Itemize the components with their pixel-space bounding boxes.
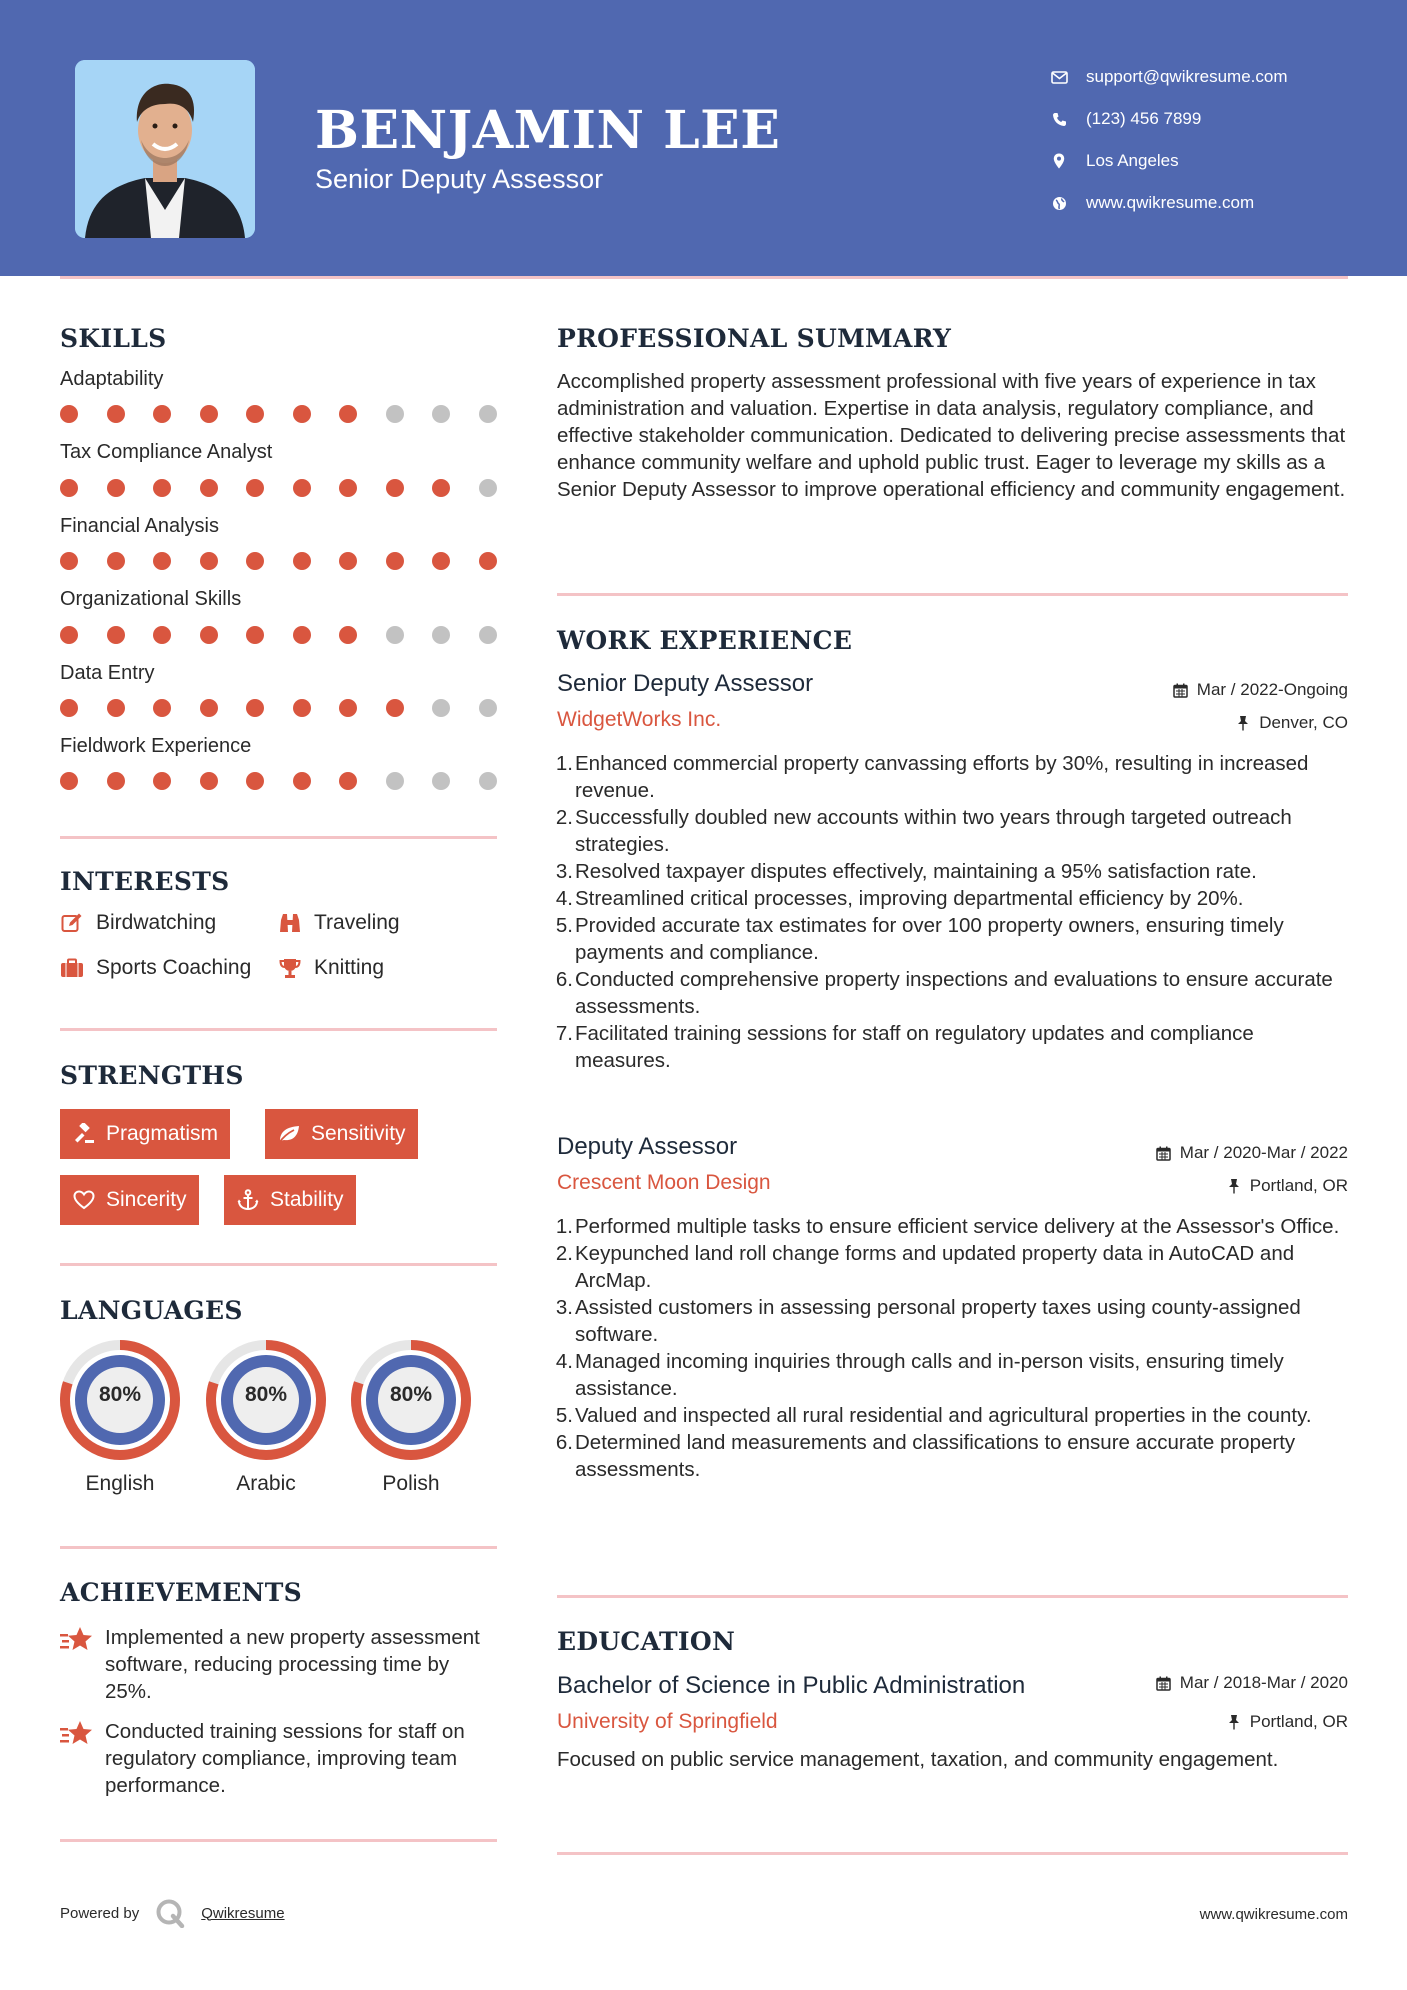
skill-dot-filled [246,552,264,570]
skill-dot-filled [107,772,125,790]
summary-text: Accomplished property assessment professional with five years of experience in tax administration and valuation. Expertise in data analysis, regulatory compliance, and effective stakeholder communication. Dedicated to delivering precise assessments that enhance community welfare and uphold public trust. Eager to leverage my skills as a Senior Deputy Assessor to improve operational efficiency and community engagement. [557,370,1346,501]
strength-label: Sincerity [106,1188,187,1211]
skill-rating [60,772,500,790]
language-percent: 80% [98,1383,142,1406]
skill-dot-filled [107,552,125,570]
skill-dot-filled [200,699,218,717]
interest-label: Birdwatching [96,911,217,934]
map-pin-icon [1050,152,1068,170]
contact-website[interactable] [1050,182,1288,224]
skill-dot-filled [432,552,450,570]
skill-dot-filled [339,479,357,497]
skill-dot-filled [60,479,78,497]
skill-dot-filled [153,699,171,717]
candidate-title: Senior Deputy Assessor [315,164,604,194]
strength-label: Sensitivity [311,1122,406,1145]
skill-name: Fieldwork Experience [60,735,252,757]
skill-dot-empty [479,405,497,423]
skill-dot-filled [200,405,218,423]
skill-dot-filled [246,479,264,497]
skill-dot-filled [200,772,218,790]
skill-dot-filled [386,479,404,497]
language-item [349,1338,473,1496]
job-bullet: 2 . Successfully doubled new accounts within two years through targeted outreach strategies. [557,804,1347,858]
languages-heading: LANGUAGES [60,1296,243,1325]
section-divider [557,1595,1348,1598]
education-heading: EDUCATION [557,1627,736,1656]
language-item [204,1338,328,1496]
skill-dot-empty [479,699,497,717]
degree-title: Bachelor of Science in Public Administration [557,1672,1026,1699]
skill-dot-filled [153,405,171,423]
language-name: Arabic [236,1472,296,1495]
phone-icon [1050,110,1068,128]
skill-dot-filled [153,552,171,570]
achievements-heading: ACHIEVEMENTS [60,1578,302,1607]
header-divider [60,276,1348,279]
section-divider [60,1028,497,1031]
strength-label: Pragmatism [106,1122,219,1145]
skill-dot-filled [107,626,125,644]
skill-dot-empty [432,699,450,717]
language-name: English [85,1472,155,1495]
skill-dot-filled [293,552,311,570]
job-bullet: 1 . Enhanced commercial property canvassing efforts by 30%, resulting in increased revenue. [557,750,1347,804]
section-divider [60,1546,497,1549]
section-divider [557,593,1348,596]
skill-dot-filled [246,626,264,644]
job-bullet: 5 . Valued and inspected all rural residential and agricultural properties in the county. [557,1402,1347,1429]
skills-heading: SKILLS [60,324,167,353]
skill-dot-filled [153,626,171,644]
school-name: University of Springfield [557,1710,778,1733]
skill-dot-filled [386,552,404,570]
skill-dot-filled [153,772,171,790]
skill-dot-filled [339,552,357,570]
job-bullet: 7 . Facilitated training sessions for staff on regulatory updates and compliance measures. [557,1020,1347,1074]
job-title: Senior Deputy Assessor [557,670,814,697]
trophy-icon [278,956,302,980]
job-bullet: 1 . Performed multiple tasks to ensure efficient service delivery at the Assessor's Office. [557,1213,1347,1240]
pushpin-icon [1226,1178,1242,1194]
job-bullet: 5 . Provided accurate tax estimates for over 100 property owners, ensuring timely payments and compliance. [557,912,1347,966]
skill-dot-filled [107,405,125,423]
job-dates [1156,1143,1348,1163]
education-dates [1156,1673,1348,1693]
star-icon [60,1720,94,1799]
skill-dot-filled [246,699,264,717]
skill-rating [60,479,500,497]
skill-dot-filled [60,626,78,644]
education-location [1226,1712,1348,1732]
skill-dot-filled [339,405,357,423]
star-icon [60,1626,94,1705]
skill-dot-empty [479,626,497,644]
skill-dot-empty [386,405,404,423]
skill-dot-filled [432,479,450,497]
contact-location [1050,140,1288,182]
interests-heading: INTERESTS [60,867,230,896]
job-dates [1173,680,1348,700]
strength-tag [60,1109,230,1159]
skill-dot-filled [339,626,357,644]
contact-location-text: Los Angeles [1086,151,1179,170]
calendar-icon [1173,682,1189,698]
interest-label: Knitting [314,956,385,979]
skill-dot-filled [107,699,125,717]
interest-label: Traveling [314,911,400,934]
skill-dot-filled [200,552,218,570]
language-percent: 80% [389,1383,433,1406]
skill-dot-filled [293,479,311,497]
job-dates-text: Mar / 2020-Mar / 2022 [1179,1143,1348,1162]
strengths-heading: STRENGTHS [60,1061,244,1090]
gavel-icon [72,1122,96,1146]
skill-dot-filled [339,699,357,717]
job-dates-text: Mar / 2022-Ongoing [1196,680,1348,699]
job-bullet: 3 . Resolved taxpayer disputes effectively, maintaining a 95% satisfaction rate. [557,858,1347,885]
section-divider [557,1852,1348,1855]
skill-dot-filled [479,552,497,570]
envelope-icon [1050,68,1068,86]
qwikresume-logo-icon [155,1898,185,1928]
language-percent: 80% [244,1383,288,1406]
binoculars-icon [278,911,302,935]
contact-email[interactable] [1050,56,1288,98]
language-item [58,1338,182,1496]
skill-dot-empty [479,772,497,790]
globe-icon [1050,194,1068,212]
skill-dot-filled [153,479,171,497]
job-bullet: 6 . Determined land measurements and classifications to ensure accurate property assessments. [557,1429,1347,1483]
candidate-name: BENJAMIN LEE [315,100,781,161]
skill-dot-filled [60,772,78,790]
footer-powered-by [60,1898,285,1928]
pencil-icon [60,911,84,935]
achievement-item [60,1624,500,1705]
job-location [1226,1176,1348,1196]
job-bullet: 4 . Managed incoming inquiries through calls and in-person visits, ensuring timely assistance. [557,1348,1347,1402]
job-location [1235,713,1348,733]
skill-dot-filled [246,405,264,423]
interest-label: Sports Coaching [96,956,252,979]
skill-dot-filled [339,772,357,790]
skill-dot-filled [386,699,404,717]
company-name: WidgetWorks Inc. [557,708,722,731]
skill-dot-filled [200,479,218,497]
qwikresume-link[interactable]: Qwikresume [201,1904,285,1922]
skill-dot-empty [386,626,404,644]
education-description: Focused on public service management, taxation, and community engagement. [557,1748,1279,1771]
education-location-text: Portland, OR [1249,1712,1348,1731]
profile-photo [75,60,255,238]
skill-name: Tax Compliance Analyst [60,441,273,463]
skill-rating [60,552,500,570]
job-bullet: 4 . Streamlined critical processes, improving departmental efficiency by 20%. [557,885,1347,912]
contact-website-text: www.qwikresume.com [1086,193,1255,212]
briefcase-icon [60,956,84,980]
contact-list [1050,56,1288,224]
job-bullets [557,1213,1347,1483]
skill-name: Organizational Skills [60,588,242,610]
contact-phone-text: (123) 456 7899 [1086,109,1202,128]
interest-item [60,911,216,935]
skill-name: Data Entry [60,662,155,684]
pushpin-icon [1226,1714,1242,1730]
skill-dot-filled [200,626,218,644]
contact-phone[interactable] [1050,98,1288,140]
strength-tag [60,1175,199,1225]
skill-rating [60,699,500,717]
skill-dot-filled [293,699,311,717]
skill-dot-filled [246,772,264,790]
skill-rating [60,626,500,644]
achievement-text: Implemented a new property assessment software, reducing processing time by 25%. [105,1626,480,1703]
job-location-text: Portland, OR [1249,1176,1348,1195]
section-divider [60,1263,497,1266]
skill-dot-filled [60,405,78,423]
skill-dot-filled [107,479,125,497]
pushpin-icon [1235,715,1251,731]
interest-item [60,956,251,980]
section-divider [60,1839,497,1842]
skill-dot-empty [479,479,497,497]
skill-name: Financial Analysis [60,515,219,537]
job-bullet: 2 . Keypunched land roll change forms and updated property data in AutoCAD and ArcMap. [557,1240,1347,1294]
footer-url[interactable]: www.qwikresume.com [1199,1906,1348,1923]
skill-dot-empty [386,772,404,790]
skill-dot-filled [60,699,78,717]
skill-dot-filled [293,772,311,790]
strength-label: Stability [270,1188,344,1211]
experience-heading: WORK EXPERIENCE [557,626,853,655]
powered-by-label: Powered by [60,1904,140,1922]
skill-dot-empty [432,772,450,790]
skill-rating [60,405,500,423]
job-bullets [557,750,1347,1074]
leaf-icon [277,1122,301,1146]
achievement-text: Conducted training sessions for staff on regulatory compliance, improving team performance. [105,1720,465,1797]
job-title: Deputy Assessor [557,1133,738,1160]
education-dates-text: Mar / 2018-Mar / 2020 [1179,1673,1348,1692]
calendar-icon [1156,1145,1172,1161]
heart-icon [72,1188,96,1212]
job-bullet: 6 . Conducted comprehensive property inspections and evaluations to ensure accurate assessments. [557,966,1347,1020]
skill-dot-filled [293,626,311,644]
achievement-item [60,1718,500,1799]
section-divider [60,836,497,839]
skill-dot-empty [432,405,450,423]
job-location-text: Denver, CO [1259,713,1348,732]
calendar-icon [1156,1675,1172,1691]
skill-name: Adaptability [60,368,164,390]
anchor-icon [236,1188,260,1212]
contact-email-text: support@qwikresume.com [1086,67,1288,86]
job-bullet: 3 . Assisted customers in assessing personal property taxes using county-assigned software. [557,1294,1347,1348]
language-name: Polish [382,1472,440,1495]
skill-dot-empty [432,626,450,644]
skill-dot-filled [293,405,311,423]
interest-item [278,911,400,935]
skill-dot-filled [60,552,78,570]
strength-tag [224,1175,356,1225]
strength-tag [265,1109,418,1159]
resume-header [0,0,1407,276]
summary-heading: PROFESSIONAL SUMMARY [557,324,952,353]
company-name: Crescent Moon Design [557,1171,771,1194]
interest-item [278,956,384,980]
